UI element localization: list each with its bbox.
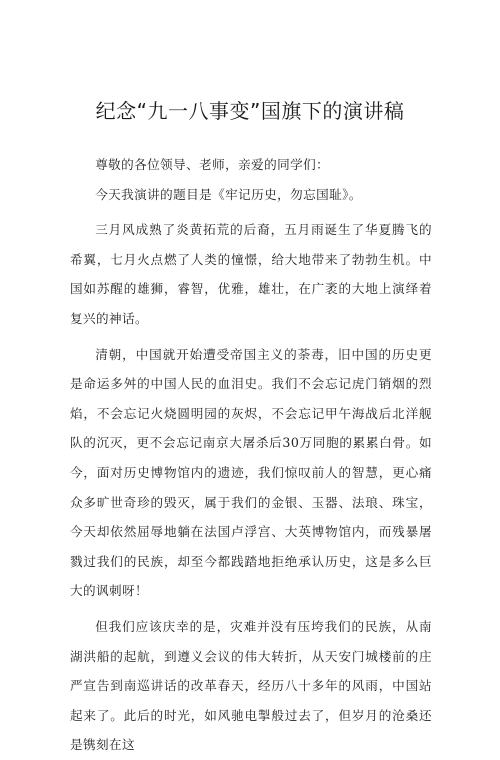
paragraph-speech-topic: 今天我演讲的题目是《牢记历史，勿忘国耻》。: [95, 186, 362, 202]
paragraph-history: 清朝，中国就开始遭受帝国主义的荼毒，旧中国的历史更是命运多舛的中国人民的血泪史。我们不会忘记虎门销烟的烈焰，不会忘记火烧圆明园的灰烬，不会忘记甲午海战后北洋舰队的沉灭，更不会忘记南京大屠杀后30万同胞的累累白骨。如今，面对历史博物馆内的遗迹，我们惊叹前人的智慧，更心痛众多旷世奇珍的毁灭，属于我们的金银、玉器、法琅、珠宝，今天却依然屈辱地躺在法国卢浮宫、大英博物馆内，而残暴屠戮过我们的民族，却至今都践踏地拒绝承认历史，这是多么巨大的讽刺呀！: [70, 346, 432, 599]
paragraph-opening: 三月风成熟了炎黄拓荒的后裔，五月雨诞生了华夏腾飞的希翼，七月火点燃了人类的憧憬，给大地带来了勃勃生机。中国如苏醒的雄狮，睿智，优雅，雄壮，在广袤的大地上演绎着复兴的神话。: [70, 222, 432, 326]
document-title: 纪念“九一八事变”国旗下的演讲稿: [95, 99, 405, 123]
document-body: [70, 150, 432, 760]
paragraph-salutation: 尊敬的各位领导、老师，亲爱的同学们：: [95, 157, 330, 172]
paragraph-revival: 但我们应该庆幸的是，灾难并没有压垮我们的民族，从南湖洪船的起航，到遵义会议的伟大转折，从天安门城楼前的庄严宣告到南巡讲话的改革春天，经历八十多年的风雨，中国站起来了。此后的时光，如风驰电掣般过去了，但岁月的沧桑还是镌刻在这: [70, 618, 432, 753]
